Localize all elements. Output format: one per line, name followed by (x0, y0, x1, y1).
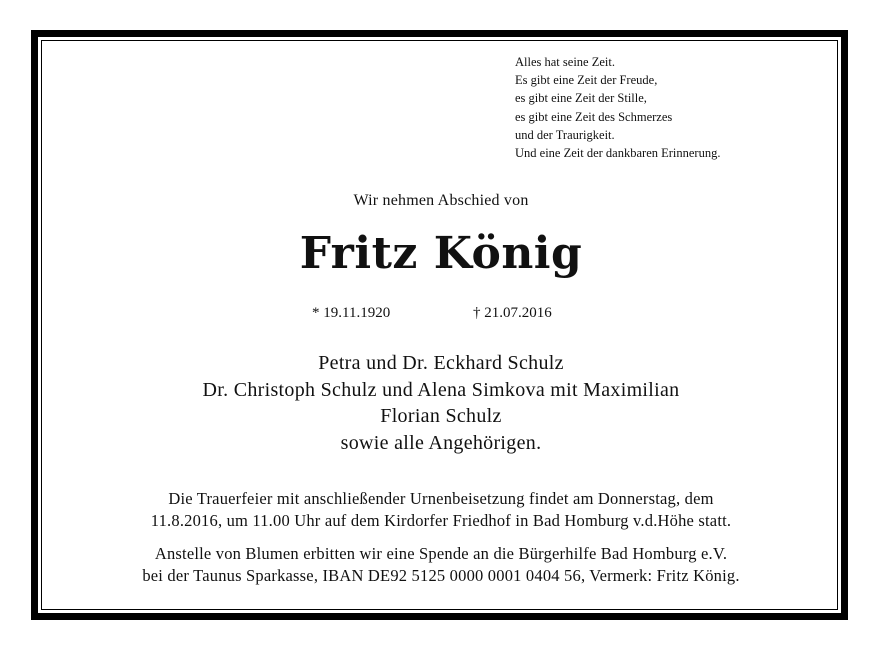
death-date: † 21.07.2016 (473, 305, 552, 321)
mourner-line: Petra und Dr. Eckhard Schulz (318, 352, 564, 374)
ceremony-line: 11.8.2016, um 11.00 Uhr auf dem Kirdorfer Friedhof in Bad Homburg v.d.Höhe statt. (150, 511, 732, 530)
mourner-line: Dr. Christoph Schulz und Alena Simkova mit Maximilian (202, 378, 680, 401)
poem-line: Alles hat seine Zeit. (515, 55, 615, 69)
poem-line: es gibt eine Zeit des Schmerzes (515, 109, 673, 124)
poem-line: Und eine Zeit der dankbaren Erinnerung. (515, 146, 721, 161)
poem-block (515, 53, 805, 162)
donation-line: Anstelle von Blumen erbitten wir eine Spende an die Bürgerhilfe Bad Homburg e.V. (154, 544, 728, 563)
mourner-line: sowie alle Angehörigen. (340, 431, 542, 454)
ceremony-line: Die Trauerfeier mit anschließender Urnenbeisetzung findet am Donnerstag, dem (168, 489, 714, 508)
donation-line: bei der Taunus Sparkasse, IBAN DE92 5125 0000 0001 0404 56, Vermerk: Fritz König. (142, 566, 740, 585)
deceased-name: Fritz König (299, 228, 583, 279)
birth-date: * 19.11.1920 (312, 305, 391, 321)
mourner-line: Florian Schulz (380, 405, 502, 427)
farewell-intro: Wir nehmen Abschied von (353, 192, 529, 209)
mourners-list (0, 350, 882, 456)
poem-line: es gibt eine Zeit der Stille, (515, 91, 647, 106)
poem-line: Es gibt eine Zeit der Freude, (515, 73, 658, 88)
donation-notice (0, 543, 882, 587)
ceremony-notice (0, 488, 882, 532)
poem-line: und der Traurigkeit. (515, 127, 615, 142)
